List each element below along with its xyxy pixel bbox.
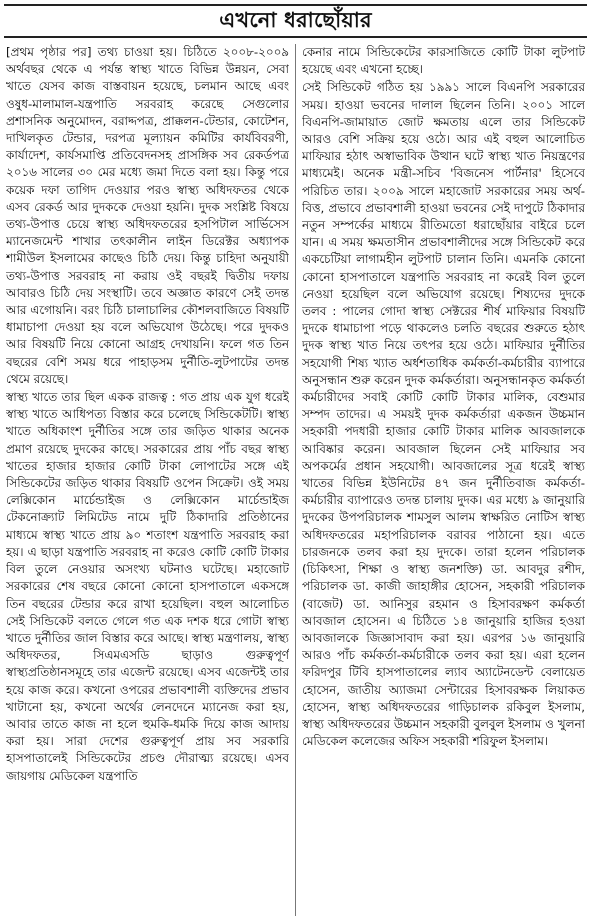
left-paragraph-1 [6, 44, 289, 388]
left-column [6, 44, 289, 918]
right-paragraph-2: সেই সিন্ডিকেট গঠিত হয় ১৯৯১ সালে বিএনপি সরকারের সময়। হাওয়া ভবনের দালাল ছিলেন তিনি। ২০০১ সালে বিএনপি-জামায়াত জোট ক্ষমতায় এলে তার সিন্ডিকেট আরও বেশি সক্রিয় হয়ে ওঠে। আর এই বহুল আলোচিত মাফিয়ার হঠাৎ অস্বাভাবিক উত্থান ঘটে স্বাস্থ্য খাত নিয়ন্ত্রণের মাধ্যমেই। অনেক মন্ত্রী-সচিব 'বিজনেস পার্টনার' হিসেবে পরিচিত তার। ২০০৯ সালে মহাজোট সরকারের সময় অর্থ-বিত্ত, প্রভাবে প্রভাবশালী হাওয়া ভবনের সেই দাপুটে ঠিকাদার নতুন সম্পর্কের মাধ্যমে রীতিমতো ধরাছোঁয়ার বাইরে চলে যান। এ সময় ক্ষমতাসীন প্রভাবশালীদের সঙ্গে সিন্ডিকেট করে একচেটিয়া লাগামহীন লুটপাট চালান তিনি। এমনকি কোনো কোনো হাসপাতালে যন্ত্রপাতি সরবরাহ না করেই বিল তুলে নেওয়া হয়েছিল বলে অভিযোগ রয়েছে। শিষ্যদের দুদকে তলব : পালের গোদা স্বাস্থ্য সেক্টরের শীর্ষ মাফিয়ার বিষয়টি দুদকে ধামাচাপা পড়ে থাকলেও চলতি বছরের শুরুতে হঠাৎ দুদক স্বাস্থ্য খাত নিয়ে তৎপর হয়ে ওঠে। মাফিয়ার দুর্নীতির সহযোগী শিষ্য খ্যাত অর্ধশতাধিক কর্মকর্তা-কর্মচারীর ব্যাপারে অনুসন্ধান শুরু করেন দুদক কর্মকর্তারা। অনুসন্ধানকৃত কর্মকর্তা কর্মচারীদের সবাই কোটি কোটি টাকার মালিক, বেশুমার সম্পদ তাদের। এ সময়ই দুদক কর্মকর্তারা একজন উচ্চমান সহকারী পদধারী হাজার কোটি টাকার মালিক আবজালকে আবিষ্কার করেন। আবজাল ছিলেন সেই মাফিয়ার সব অপকর্মের প্রধান সহযোগী। আবজালের সূত্র ধরেই স্বাস্থ্য খাতের বিভিন্ন ইউনিটের ৪৭ জন দুর্নীতিবাজ কর্মকর্তা-কর্মচারীর ব্যাপারেও তদন্ত চালায় দুদক। এর মধ্যে ৯ জানুয়ারি দুদকের উপপরিচালক শামসুল আলম স্বাক্ষরিত নোটিস স্বাস্থ্য অধিদফতরের মহাপরিচালক বরাবর পাঠানো হয়। এতে চারজনকে তলব করা হয় দুদকে। তারা হলেন পরিচালক (চিকিৎসা, শিক্ষা ও স্বাস্থ্য জনশক্তি) ডা. আবদুর রশীদ, পরিচালক ডা. কাজী জাহাঙ্গীর হোসেন, সহকারী পরিচালক (বাজেট) ডা. আনিসুর রহমান ও হিসাবরক্ষণ কর্মকর্তা আবজাল হোসেন। এ চিঠিতে ১৪ জানুয়ারি হাজির হওয়া আবজালকে জিজ্ঞাসাবাদ করা হয়। এরপর ১৬ জানুয়ারি আরও পাঁচ কর্মকর্তা-কর্মচারীকে তলব করা হয়। এরা হলেন ফরিদপুর টিবি হাসপাতালের ল্যাব অ্যাটেনডেন্ট বেলায়েত হোসেন, জাতীয় অ্যাজমা সেন্টারের হিসাবরক্ষক লিয়াকত হোসেন, স্বাস্থ্য অধিদফতরের গাড়িচালক রকিবুল ইসলাম, স্বাস্থ্য অধিদফতরের উচ্চমান সহকারী বুলবুল ইসলাম ও খুলনা মেডিকেল কলেজের অফিস সহকারী শরিফুল ইসলাম। [302, 80, 585, 749]
continuation-lead-in: [প্রথম পৃষ্ঠার পর] [6, 45, 92, 59]
headline: এখনো ধরাছোঁয়ার [219, 7, 372, 32]
left-paragraph-2: স্বাস্থ্য খাতে তার ছিল একক রাজত্ব : গত প্রায় এক যুগ ধরেই স্বাস্থ্য খাতে আধিপত্য বিস্তার করে চলেছে সিন্ডিকেটটি। স্বাস্থ্য খাতে অধিকাংশ দুর্নীতির সঙ্গে তার জড়িত থাকার অনেক প্রমাণ রয়েছে দুদকের কাছে। সরকারের প্রায় পাঁচ বছর স্বাস্থ্য খাতের হাজার হাজার কোটি টাকা লোপাটের সঙ্গে এই সিন্ডিকেটের জড়িত থাকার বিষয়টি ওপেন সিক্রেট। ওই সময় লেক্সিকোন মার্চেন্ডাইজ ও লেক্সিকোন মার্চেন্ডাইজ টেকনোক্র্যাট লিমিটেড নামে দুটি ঠিকাদারি প্রতিষ্ঠানের মাধ্যমে স্বাস্থ্য খাতে প্রায় ৯০ শতাংশ যন্ত্রপাতি সরবরাহ করা হয়। এ ছাড়া যন্ত্রপাতি সরবরাহ না করেও কোটি কোটি টাকার বিল তুলে নেওয়ার অসংখ্য ঘটনাও ঘটেছে। মহাজোট সরকারের শেষ বছরে কোনো কোনো হাসপাতালে একসঙ্গে তিন বছরের টেন্ডার করে রাখা হয়েছিল। বহুল আলোচিত সেই সিন্ডিকেট বলতে গেলে গত এক দশক ধরে গোটা স্বাস্থ্য খাতে দুর্নীতির জাল বিস্তার করে আছে। স্বাস্থ্য মন্ত্রণালয়, স্বাস্থ্য অধিদফতর, সিএমএসডি ছাড়াও গুরুত্বপূর্ণ স্বাস্থ্যপ্রতিষ্ঠানসমূহে তার এজেন্ট রয়েছে। এসব এজেন্টই তার হয়ে কাজ করে। কখনো ওপরের প্রভাবশালী ব্যক্তিদের প্রভাব খাটানো হয়, কখনো অর্থের লেনদেনে ম্যানেজ করা হয়, আবার তাতে কাজ না হলে হুমকি-ধমকি দিয়ে কাজ আদায় করা হয়। সারা দেশের গুরুত্বপূর্ণ প্রায় সব সরকারি হাসপাতালেই সিন্ডিকেটের প্রচণ্ড দৌরাত্ম্য রয়েছে। এসব জায়গায় মেডিকেল যন্ত্রপাতি [6, 390, 289, 783]
right-column [302, 44, 585, 918]
headline-bar [4, 4, 587, 38]
left-paragraph-1-text: তথ্য চাওয়া হয়। চিঠিতে ২০০৮-২০০৯ অর্থবছর থেকে এ পর্যন্ত স্বাস্থ্য খাতে বিভিন্ন উন্নয়ন, সেবা খাতে যেসব কাজ বাস্তবায়ন হয়েছে, চলমান আছে এবং ওষুধ-মালামাল-যন্ত্রপাতি সরবরাহ করেছে সেগুলোর প্রশাসনিক অনুমোদন, বরাদ্দপত্র, প্রাক্কলন-টেন্ডার, কোটেশন, দাখিলকৃত টেন্ডার, দরপত্র মূল্যায়ন কমিটির কার্যবিবরণী, কার্যাদেশ, কার্যসমাপ্তি প্রতিবেদনসহ প্রাসঙ্গিক সব রেকর্ডপত্র ২০১৬ সালের ৩০ মের মধ্যে জমা দিতে বলা হয়। কিন্তু পরে কয়েক দফা তাগিদ দেওয়ার পরও স্বাস্থ্য অধিদফতর থেকে এসব রেকর্ড আর দুদককে দেওয়া হয়নি। দুদক সংশ্লিষ্ট বিষয়ে তথ্য-উপাত্ত চেয়ে স্বাস্থ্য অধিদফতরের হসপিটাল সার্ভিসেস ম্যানেজমেন্ট শাখার তৎকালীন লাইন ডিরেক্টর অধ্যাপক শামীউল ইসলামের কাছেও চিঠি দেয়। কিন্তু চাহিদা অনুযায়ী তথ্য-উপাত্ত সরবরাহ না করায় ওই বছরই দ্বিতীয় দফায় আবারও চিঠি দেয় সংস্থাটি। তবে অজ্ঞাত কারণে সেই তদন্ত আর এগোয়নি। বরং চিঠি চালাচালির কৌশলবাজিতে বিষয়টি ধামাচাপা দেওয়া হয় বলে অভিযোগ উঠেছে। পরে দুদকও আর বিষয়টি নিয়ে কোনো আগ্রহ দেখায়নি। ফলে গত তিন বছরের বেশি সময় ধরে পাহাড়সম দুর্নীতি-লুটপাটের তদন্ত থেমে রয়েছে। [6, 45, 289, 386]
right-paragraph-1: কেনার নামে সিন্ডিকেটের কারসাজিতে কোটি টাকা লুটপাট হয়েছে এবং এখনো হচ্ছে। [302, 45, 585, 77]
column-divider [295, 44, 296, 916]
